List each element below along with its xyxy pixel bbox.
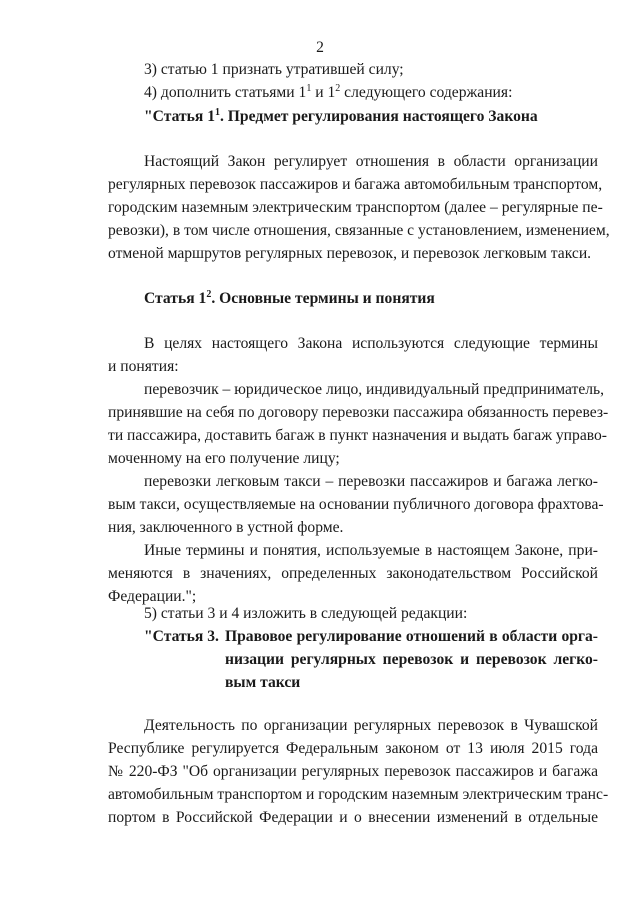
article-1-1-text-line: отменой маршрутов регулярных перевозок, и перевозок легковым такси.	[108, 245, 592, 262]
article-3-label: "Статья 3.	[144, 628, 219, 645]
article-3-text-line: Республике регулируется Федеральным законом от 13 июля 2015 года	[108, 740, 598, 757]
article-3-text-line: № 220-ФЗ "Об организации регулярных перевозок пассажиров и багажа	[108, 763, 598, 780]
article-1-2-text-line: В целях настоящего Закона используются следующие термины	[144, 335, 598, 352]
article-3-title-line: низации регулярных перевозок и перевозок легко-	[225, 651, 598, 668]
article-1-2-heading: Статья $1^2$. Основные термины и понятия	[144, 289, 435, 307]
page-number: 2	[316, 39, 324, 56]
article-1-1-text-line: городским наземным электрическим транспортом (далее – регулярные пе-	[108, 199, 603, 216]
article-1-2-text-line: вым такси, осуществляемые на основании публичного договора фрахтова-	[108, 496, 604, 513]
article-1-2-text-line: Федерации.";	[108, 588, 197, 605]
article-1-1-text-line: Настоящий Закон регулирует отношения в области организации	[144, 153, 598, 170]
item-5: 5) статьи 3 и 4 изложить в следующей редакции:	[144, 605, 468, 622]
article-1-2-text-line: перевозчик – юридическое лицо, индивидуальный предприниматель,	[144, 381, 605, 398]
article-3-text-line: Деятельность по организации регулярных перевозок в Чувашской	[144, 717, 598, 734]
article-3-text-line: автомобильным транспортом и городским наземным электрическим транс-	[108, 786, 609, 803]
article-1-2-text-line: меняются в значениях, определенных законодательством Российской	[108, 565, 598, 582]
article-3-text-line: портом в Российской Федерации и о внесении изменений в отдельные	[108, 809, 598, 826]
article-1-2-text-line: ния, заключенного в устной форме.	[108, 519, 344, 536]
article-1-2-text-line: принявшие на себя по договору перевозки пассажира обязанность перевез-	[108, 404, 609, 421]
article-1-2-text-line: моченному на его получение лицу;	[108, 450, 340, 467]
article-1-2-text-line: перевозки легковым такси – перевозки пассажиров и багажа легко-	[144, 473, 598, 490]
article-1-2-text-line: ти пассажира, доставить багаж в пункт назначения и выдать багаж управо-	[108, 427, 607, 444]
item-4: 4) дополнить статьями $1^1$ и $1^2$ следующего содержания:	[144, 83, 513, 101]
article-1-1-heading: "Статья $1^1$. Предмет регулирования настоящего Закона	[144, 107, 538, 125]
article-3-title-line: Правовое регулирование отношений в области орга-	[225, 628, 598, 645]
article-1-1-text-line: ревозки), в том числе отношения, связанные с установлением, изменением,	[108, 222, 610, 239]
article-1-2-text-line: и понятия:	[108, 358, 179, 375]
article-3-title-line: вым такси	[225, 674, 301, 691]
article-1-2-text-line: Иные термины и понятия, используемые в настоящем Законе, при-	[144, 542, 598, 559]
article-1-1-text-line: регулярных перевозок пассажиров и багажа автомобильным транспортом,	[108, 176, 603, 193]
item-3: 3) статью 1 признать утратившей силу;	[144, 61, 404, 78]
